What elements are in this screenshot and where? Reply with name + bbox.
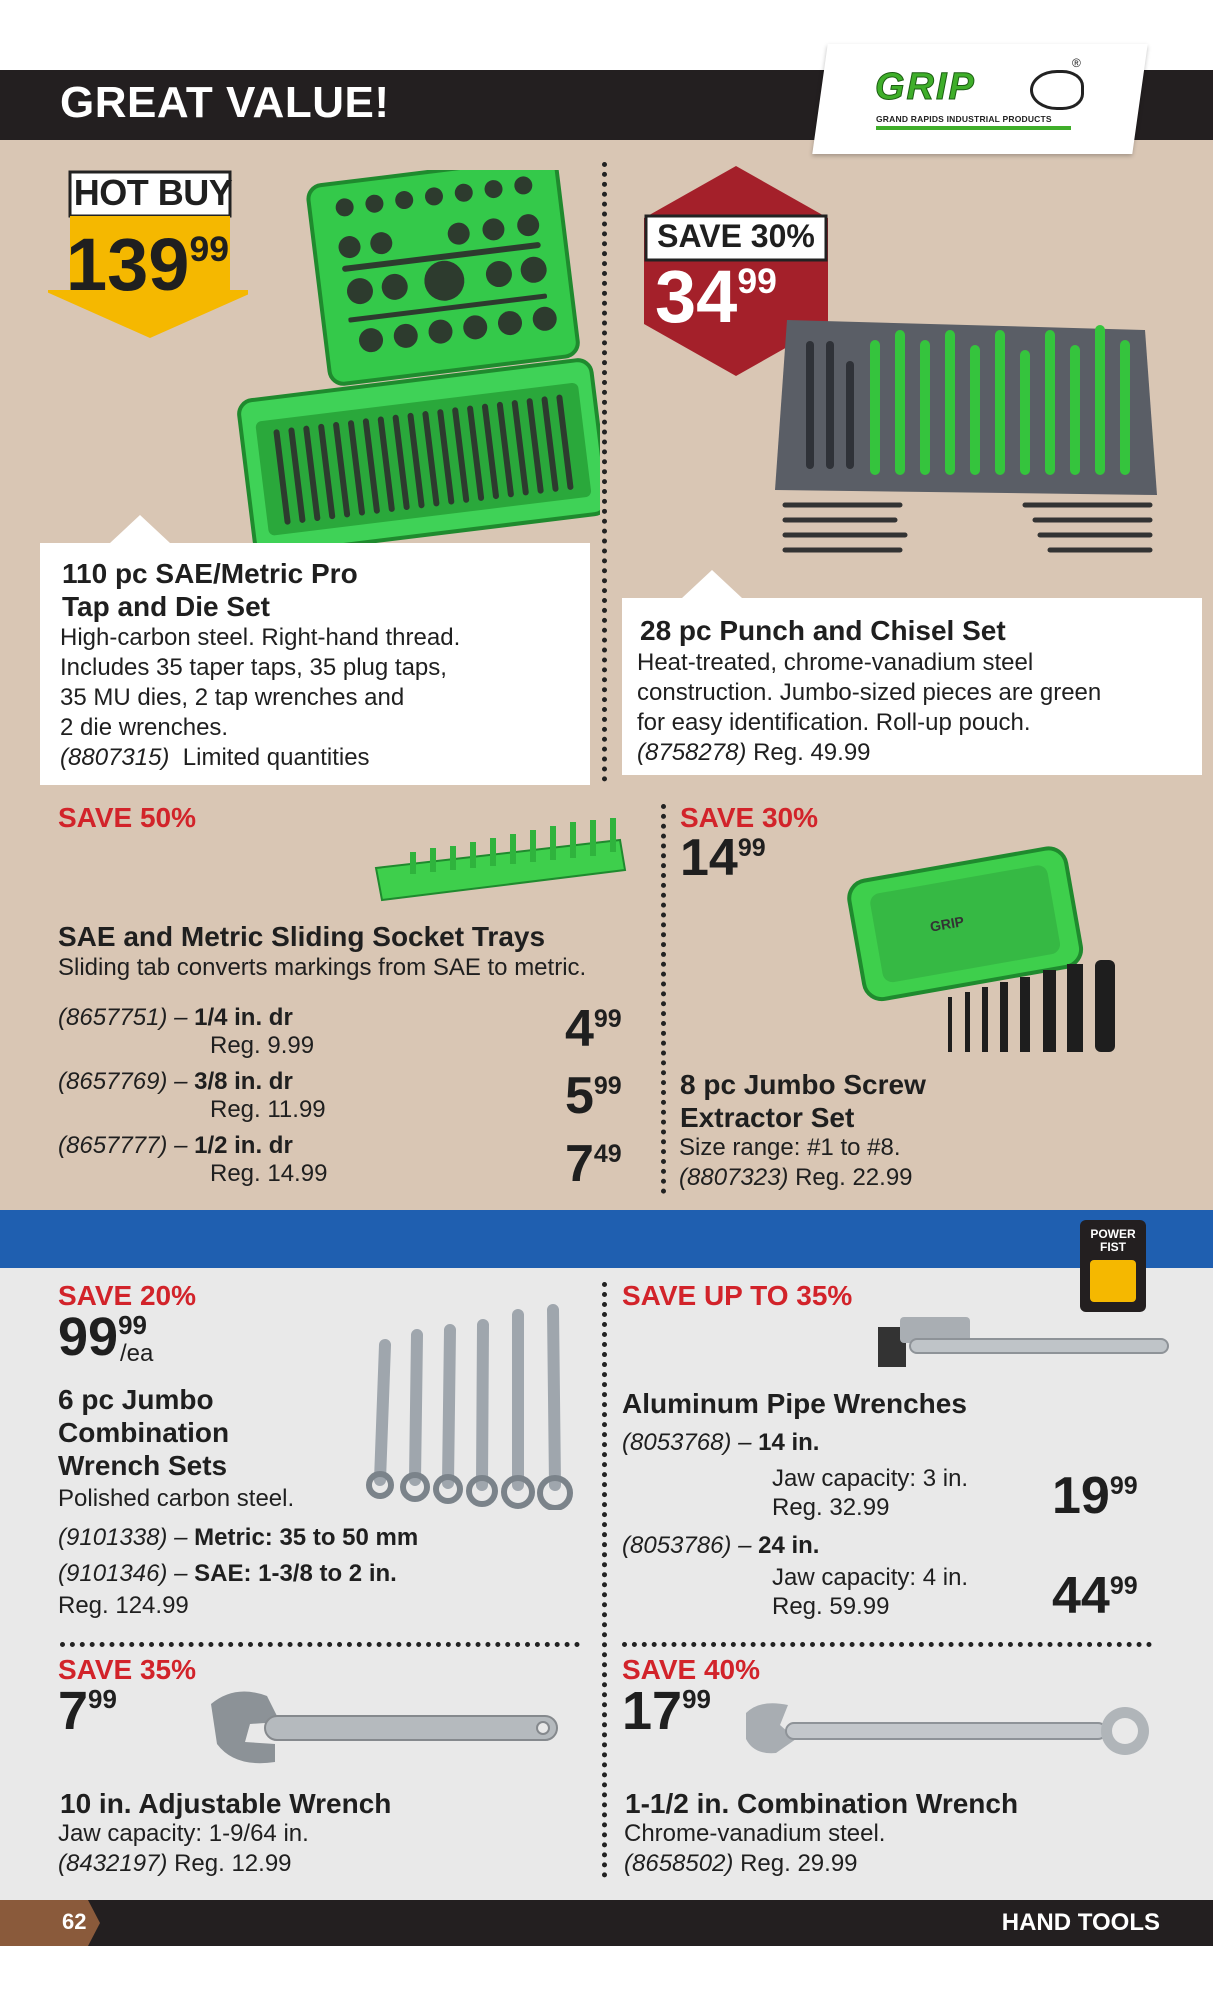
tap-die-price: $139^{99}$ [66, 223, 229, 306]
section-title: HAND TOOLS [1001, 1909, 1160, 1936]
socket-tray-row-3-reg: Reg. 14.99 [210, 1160, 328, 1187]
combo-single-price: $17^{99}$ [622, 1681, 711, 1741]
socket-trays-title: SAE and Metric Sliding Socket Trays [58, 921, 546, 952]
extractor-sku: (8807323) [679, 1164, 789, 1191]
adjustable-title: 10 in. Adjustable Wrench [60, 1788, 392, 1819]
extractor-title: 8 pc Jumbo Screw Extractor Set [680, 1069, 926, 1133]
extractor-case-label: GRIP [928, 913, 966, 935]
divider-vertical-bottom [602, 1282, 607, 1878]
adjustable-sku: (8432197) [58, 1850, 168, 1877]
combo-sets-unit: /ea [120, 1340, 154, 1367]
grip-logo: GRIP [875, 66, 976, 108]
pipe-wrench-row-2-price: $44^{99}$ [1052, 1567, 1138, 1625]
pipe-wrench-row-1-details: Jaw capacity: 3 in. Reg. 32.99 [772, 1465, 969, 1521]
fist-logo-icon [1030, 70, 1084, 110]
pipe-wrench-row-2: (8053786) – 24 in. [622, 1532, 820, 1559]
divider-horizontal-left [60, 1642, 580, 1647]
combo-sets-reg: Reg. 124.99 [58, 1592, 189, 1619]
socket-tray-row-1: (8657751) – 1/4 in. dr [58, 1004, 293, 1031]
screw-extractor-set-image [845, 842, 1175, 1072]
combo-sets-description: Polished carbon steel. [58, 1485, 295, 1512]
combo-sets-row-1: (9101338) – Metric: 35 to 50 mm [58, 1524, 419, 1551]
punch-chisel-description: Heat-treated, chrome-vanadium steel construction. Jumbo-sized pieces are green for easy identification. Roll-up pouch. (8758278) Reg. 49.99 [637, 649, 1102, 766]
adjustable-badge: SAVE 35% [58, 1654, 196, 1685]
punch-chisel-sku: (8758278) [637, 739, 747, 766]
tap-die-set-image [225, 170, 600, 560]
punch-chisel-badge: SAVE 30% [657, 218, 815, 254]
grip-tagline: GRAND RAPIDS INDUSTRIAL PRODUCTS [876, 114, 1052, 124]
adjustable-price: $7^{99}$ [58, 1681, 117, 1741]
page-number: 62 [62, 1909, 87, 1934]
pipe-wrench-image [870, 1305, 1170, 1385]
pipe-wrench-row-2-details: Jaw capacity: 4 in. Reg. 59.99 [772, 1564, 969, 1620]
combination-wrench-image [740, 1695, 1160, 1775]
divider-vertical-middle [661, 804, 666, 1194]
punch-chisel-set-image [765, 305, 1165, 570]
adjustable-reg: Reg. 12.99 [174, 1850, 292, 1877]
socket-trays-badge: SAVE 50% [58, 802, 196, 833]
pipe-wrenches-badge: SAVE UP TO 35% [622, 1280, 853, 1311]
socket-tray-row-3-price: $7^{49}$ [565, 1135, 622, 1193]
combo-sets-title: 6 pc Jumbo Combination Wrench Sets [58, 1384, 230, 1481]
combo-single-badge: SAVE 40% [622, 1654, 760, 1685]
tap-die-sku: (8807315) [60, 744, 170, 771]
pipe-wrench-row-1-price: $19^{99}$ [1052, 1467, 1138, 1525]
punch-chisel-reg: Reg. 49.99 [753, 739, 871, 766]
divider-horizontal-right [622, 1642, 1152, 1647]
socket-tray-row-3: (8657777) – 1/2 in. dr [58, 1132, 293, 1159]
combo-single-sku: (8658502) [624, 1850, 734, 1877]
combo-sets-row-2: (9101346) – SAE: 1-3/8 to 2 in. [58, 1560, 397, 1587]
punch-chisel-title: 28 pc Punch and Chisel Set [640, 615, 1006, 646]
extractor-reg: Reg. 22.99 [795, 1164, 913, 1191]
socket-tray-row-2-reg: Reg. 11.99 [210, 1096, 326, 1123]
power-fist-text: POWER FIST [1090, 1227, 1136, 1254]
combo-sets-price: $99^{99}$ [58, 1307, 147, 1367]
socket-tray-row-2: (8657769) – 3/8 in. dr [58, 1068, 293, 1095]
combo-sets-badge: SAVE 20% [58, 1280, 196, 1311]
tap-die-description: High-carbon steel. Right-hand thread. Includes 35 taper taps, 35 plug taps, 35 MU dies, 2 tap wrenches and 2 die wrenches. (8807315) Limited quantities [60, 624, 461, 771]
combination-wrench-set-image [360, 1285, 575, 1510]
punch-chisel-price: $34^{99}$ [655, 255, 777, 338]
socket-tray-image [370, 812, 630, 902]
combo-single-reg: Reg. 29.99 [740, 1850, 858, 1877]
socket-tray-row-1-price: $4^{99}$ [565, 1000, 622, 1058]
hot-buy-label: HOT BUY [73, 172, 233, 213]
combo-single-title: 1-1/2 in. Combination Wrench [625, 1788, 1019, 1819]
page-title: GREAT VALUE! [60, 78, 390, 127]
extractor-badge: SAVE 30% [680, 802, 818, 833]
adjustable-wrench-image [205, 1682, 565, 1772]
extractor-description: Size range: #1 to #8. (8807323) Reg. 22.99 [679, 1134, 913, 1191]
socket-tray-row-1-reg: Reg. 9.99 [210, 1032, 315, 1059]
socket-trays-description: Sliding tab converts markings from SAE to metric. [58, 954, 587, 981]
combo-single-description: Chrome-vanadium steel. (8658502) Reg. 29.99 [624, 1820, 886, 1877]
blue-divider-band [0, 1210, 1213, 1268]
pipe-wrench-row-1: (8053768) – 14 in. [622, 1429, 820, 1456]
socket-tray-row-2-price: $5^{99}$ [565, 1067, 622, 1125]
pipe-wrenches-title: Aluminum Pipe Wrenches [622, 1388, 967, 1419]
adjustable-description: Jaw capacity: 1-9/64 in. (8432197) Reg. 12.99 [58, 1820, 309, 1877]
divider-vertical-top [602, 162, 607, 782]
grip-logo-underline [876, 126, 1071, 130]
registered-mark: ® [1072, 56, 1081, 70]
power-fist-icon [1090, 1260, 1136, 1302]
tap-die-note: Limited quantities [182, 744, 370, 771]
tap-die-title: 110 pc SAE/Metric Pro Tap and Die Set [62, 558, 358, 622]
extractor-price: $14^{99}$ [680, 829, 766, 887]
